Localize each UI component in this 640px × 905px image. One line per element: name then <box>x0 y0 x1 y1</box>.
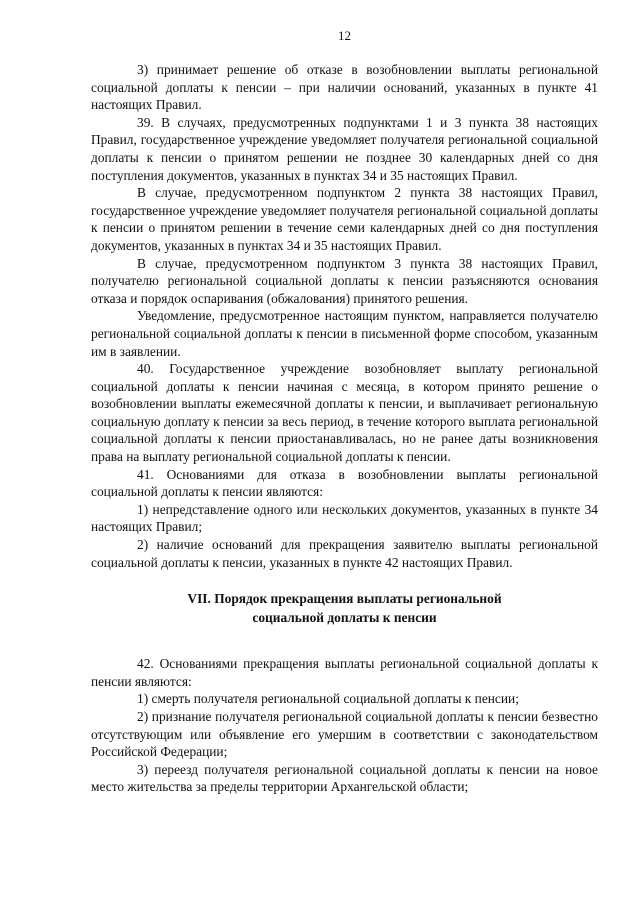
paragraph-39-case-3: В случае, предусмотренном подпунктом 3 пункта 38 настоящих Правил, получателю региональной социальной доплаты к пенсии разъясняются основания отказа и порядок оспаривания (обжалования) принятого решения. <box>91 255 598 306</box>
section-heading-line-1: VII. Порядок прекращения выплаты региональной <box>187 591 502 607</box>
paragraph-39-notice: Уведомление, предусмотренное настоящим пунктом, направляется получателю региональной социальной доплаты к пенсии в письменной форме способом, указанным им в заявлении. <box>91 308 598 359</box>
paragraph-41-item-2: 2) наличие оснований для прекращения заявителю выплаты региональной социальной доплаты к пенсии, указанных в пункте 42 настоящих Правил. <box>91 537 598 570</box>
paragraph-42-item-3: 3) переезд получателя региональной социальной доплаты к пенсии на новое место жительства за пределы территории Архангельской области; <box>91 761 598 795</box>
paragraph-40: 40. Государственное учреждение возобновляет выплату региональной социальной доплаты к пенсии начиная с месяца, в котором принято решение о возобновлении выплаты ежемесячной доплаты к пенсии, и выплачивает региональную социальную доплату к пенсии за весь период, в течение которого выплата региональной социальной доплаты к пенсии приостанавливалась, но не ранее даты возникновения права на выплату региональной социальной доплаты к пенсии. <box>91 361 598 465</box>
paragraph-39: 39. В случаях, предусмотренных подпунктами 1 и 3 пункта 38 настоящих Правил, государственное учреждение уведомляет получателя региональной социальной доплаты к пенсии о принятом решении не позднее 30 календарных дней со дня поступления документов, указанных в пунктах 34 и 35 настоящих Правил. <box>91 114 598 183</box>
paragraph-42-item-2: 2) признание получателя региональной социальной доплаты к пенсии безвестно отсутствующим или объявление его умершим в соответствии с законодательством Российской Федерации; <box>91 709 598 760</box>
paragraph-41-item-1: 1) непредставление одного или нескольких документов, указанных в пункте 34 настоящих Правил; <box>91 501 598 535</box>
page-number: 12 <box>338 28 351 43</box>
paragraph-42-item-1: 1) смерть получателя региональной социальной доплаты к пенсии; <box>137 691 519 707</box>
paragraph-42: 42. Основаниями прекращения выплаты региональной социальной доплаты к пенсии являются: <box>91 656 598 689</box>
paragraph-39-case-2: В случае, предусмотренном подпунктом 2 пункта 38 настоящих Правил, государственное учреждение уведомляет получателя региональной социальной доплаты к пенсии о принятом решении в течение семи календарных дней со дня поступления документов, указанных в пунктах 34 и 35 настоящих Правил. <box>91 185 598 253</box>
paragraph-item-3-refusal: 3) принимает решение об отказе в возобновлении выплаты региональной социальной доплаты к пенсии – при наличии оснований, указанных в пункте 41 настоящих Правил. <box>91 62 598 113</box>
section-heading-line-2: социальной доплаты к пенсии <box>252 610 437 626</box>
paragraph-41: 41. Основаниями для отказа в возобновлении выплаты региональной социальной доплаты к пенсии являются: <box>91 466 598 500</box>
section-heading <box>91 589 598 627</box>
